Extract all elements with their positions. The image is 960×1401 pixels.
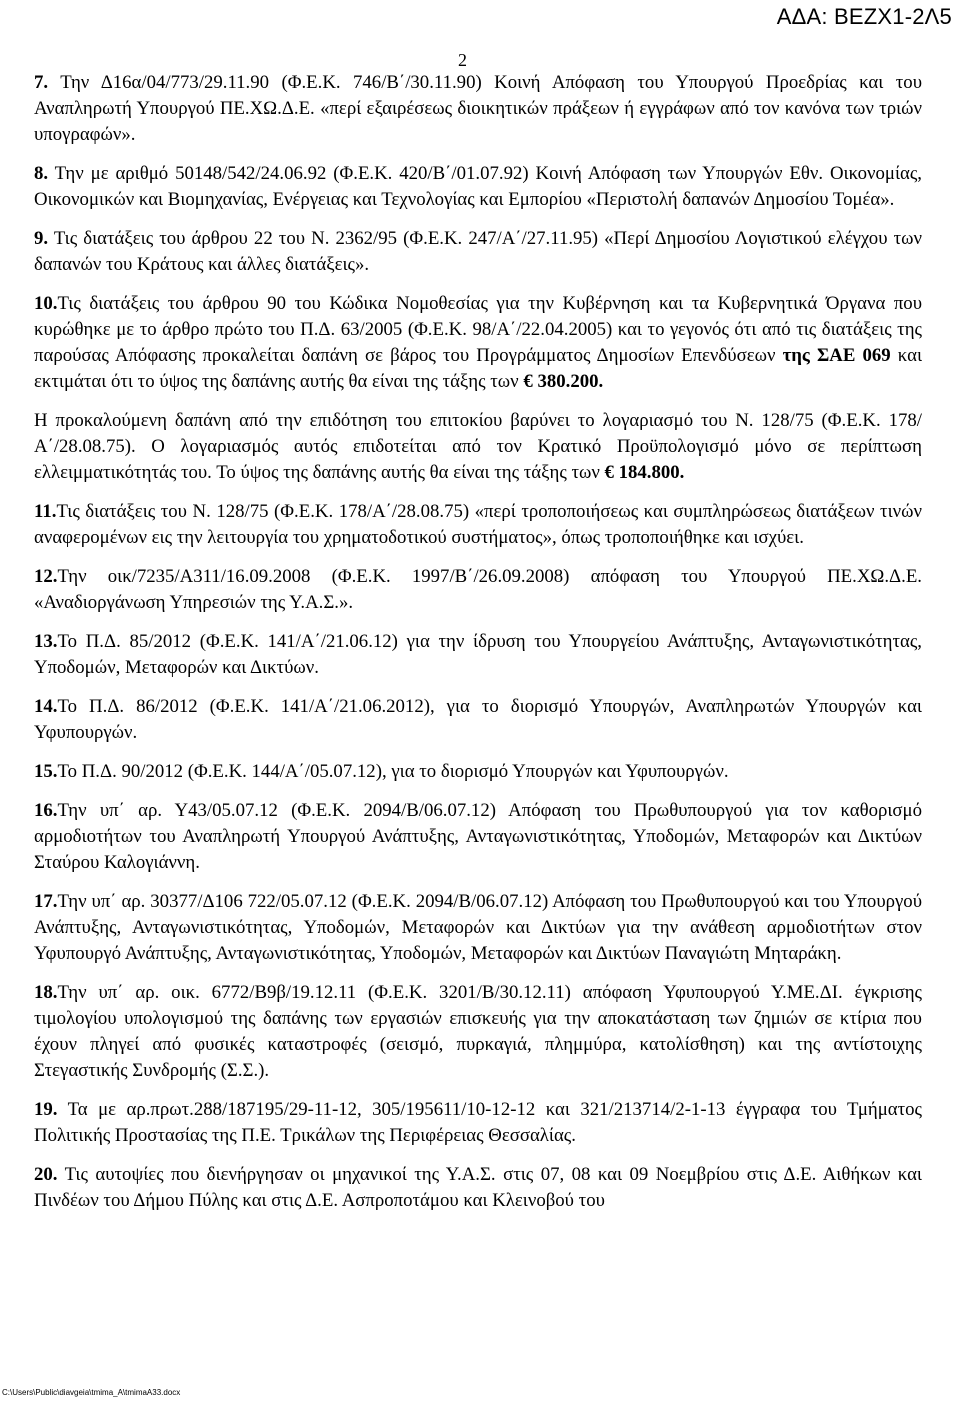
paragraph-text-continued: και εκτιμάται ότι το ύψος της δαπάνης αυτής θα είναι της τάξης των [34, 345, 923, 392]
paragraph-13 [34, 629, 922, 681]
paragraph-text: Την Δ16α/04/773/29.11.90 (Φ.Ε.Κ. 746/Β΄/30.11.90) Κοινή Απόφαση του Υπουργού Προεδρίας και του Αναπληρωτή Υπουργού ΠΕ.ΧΩ.Δ.Ε. «περί εξαιρέσεως διοικητικών πράξεων ή εγγράφων από τον κανόνα των τριών υπογραφών». [34, 72, 922, 145]
paragraph-14 [34, 694, 922, 746]
paragraph-text: Την οικ/7235/Α311/16.09.2008 (Φ.Ε.Κ. 1997/Β΄/26.09.2008) απόφαση του Υπουργού ΠΕ.ΧΩ.Δ.Ε. «Αναδιοργάνωση Υπηρεσιών της Υ.Α.Σ.». [34, 566, 922, 613]
paragraph-8 [34, 161, 922, 213]
paragraph-10 [34, 291, 922, 395]
sae-code: της ΣΑΕ 069 [782, 345, 891, 366]
paragraph-text: Τις διατάξεις του άρθρου 90 του Κώδικα Νομοθεσίας για την Κυβέρνηση και τα Κυβερνητικά Όργανα που κυρώθηκε με το άρθρο πρώτο του Π.Δ. 63/2005 (Φ.Ε.Κ. 98/Α΄/22.04.2005) και το γεγονός ότι από τις διατάξεις της παρούσας Απόφασης προκαλείται δαπάνη σε βάρος του Προγράμματος Δημοσίων Επενδύσεων [34, 293, 922, 366]
paragraph-number: 14. [34, 696, 58, 717]
paragraph-19 [34, 1097, 922, 1149]
page-number: 2 [458, 50, 467, 70]
paragraph-text: Τις διατάξεις του Ν. 128/75 (Φ.Ε.Κ. 178/Α΄/28.08.75) «περί τροποποιήσεως και συμπληρώσεως διατάξεων τινών αναφερομένων εις την λειτουργία του χρηματοδοτικού συστήματος», όπως τροποποιήθηκε και ισχύει. [34, 501, 922, 548]
file-path: C:\Users\Public\diavgeia\tmima_A\tmimaA33.docx [2, 1388, 181, 1397]
paragraph-number: 20. [34, 1164, 58, 1185]
paragraph-number: 9. [34, 228, 49, 249]
paragraph-text: Την υπ΄ αρ. Υ43/05.07.12 (Φ.Ε.Κ. 2094/Β/06.07.12) Απόφαση του Πρωθυπουργού για τον καθορισμό αρμοδιοτήτων του Αναπληρωτή Υπουργού Ανάπτυξης, Ανταγωνιστικότητας, Υποδομών, Μεταφορών και Δικτύων Σταύρου Καλογιάννη. [34, 800, 922, 873]
paragraph-16 [34, 798, 922, 876]
paragraph-text: Η προκαλούμενη δαπάνη από την επιδότηση του επιτοκίου βαρύνει το λογαριασμό του Ν. 128/75 (Φ.Ε.Κ. 178/Α΄/28.08.75). Ο λογαριασμός αυτός επιδοτείται από τον Κρατικό Προϋπολογισμό μόνο σε περίπτωση ελλειμματικότητάς του. Το ύψος της δαπάνης αυτής θα είναι της τάξης των [34, 410, 922, 483]
cost-amount: € 184.800. [604, 462, 685, 483]
paragraph-subsidy [34, 408, 922, 486]
paragraph-12 [34, 564, 922, 616]
paragraph-text: Το Π.Δ. 90/2012 (Φ.Ε.Κ. 144/Α΄/05.07.12), για το διορισμό Υπουργών και Υφυπουργών. [57, 761, 729, 782]
paragraph-text: Την υπ΄ αρ. οικ. 6772/Β9β/19.12.11 (Φ.Ε.Κ. 3201/Β/30.12.11) απόφαση Υφυπουργού Υ.ΜΕ.ΔΙ. έγκρισης τιμολογίου υπολογισμού της δαπάνης των εργασιών επισκευής για την αποκατάσταση των ζημιών σε κτίρια που έχουν πληγεί από φυσικές καταστροφές (σεισμό, πυρκαγιά, πλημμύρα, κατολίσθηση) και της αντίστοιχης Στεγαστικής Συνδρομής (Σ.Σ.). [34, 982, 922, 1081]
paragraph-number: 8. [34, 163, 49, 184]
paragraph-text: Την υπ΄ αρ. 30377/Δ106 722/05.07.12 (Φ.Ε.Κ. 2094/Β/06.07.12) Απόφαση του Πρωθυπουργού και του Υπουργού Ανάπτυξης, Ανταγωνιστικότητας, Υποδομών, Μεταφορών και Δικτύων για την ανάθεση αρμοδιοτήτων στον Υφυπουργό Ανάπτυξης, Ανταγωνιστικότητας, Υποδομών, Μεταφορών και Δικτύων Παναγιώτη Μηταράκη. [34, 891, 922, 964]
paragraph-17 [34, 889, 922, 967]
cost-amount: € 380.200. [523, 371, 604, 392]
paragraph-text: Την με αριθμό 50148/542/24.06.92 (Φ.Ε.Κ. 420/Β΄/01.07.92) Κοινή Απόφαση των Υπουργών Εθν. Οικονομίας, Οικονομικών και Βιομηχανίας, Ενέργειας και Τεχνολογίας και Εμπορίου «Περιστολή δαπανών Δημοσίου Τομέα». [34, 163, 922, 210]
paragraph-number: 7. [34, 72, 49, 93]
paragraph-text: Τις αυτοψίες που διενήργησαν οι μηχανικοί της Υ.Α.Σ. στις 07, 08 και 09 Νοεμβρίου στις Δ.Ε. Αιθήκων και Πινδέων του Δήμου Πύλης και στις Δ.Ε. Ασπροποτάμου και Κλεινοβού του [34, 1164, 922, 1211]
document-body [34, 70, 922, 1227]
paragraph-18 [34, 980, 922, 1084]
paragraph-15 [34, 759, 922, 785]
paragraph-9 [34, 226, 922, 278]
paragraph-number: 13. [34, 631, 58, 652]
paragraph-number: 15. [34, 761, 58, 782]
paragraph-number: 19. [34, 1099, 58, 1120]
ada-code: ΑΔΑ: ΒΕΖΧ1-2Λ5 [776, 4, 952, 29]
paragraph-number: 18. [34, 982, 58, 1003]
paragraph-number: 10. [34, 293, 58, 314]
paragraph-text: Το Π.Δ. 86/2012 (Φ.Ε.Κ. 141/Α΄/21.06.2012), για το διορισμό Υπουργών, Αναπληρωτών Υπουργών και Υφυπουργών. [34, 696, 922, 743]
paragraph-text: Τα με αρ.πρωτ.288/187195/29-11-12, 305/195611/10-12-12 και 321/213714/2-1-13 έγγραφα του Τμήματος Πολιτικής Προστασίας της Π.Ε. Τρικάλων της Περιφέρειας Θεσσαλίας. [34, 1099, 922, 1146]
paragraph-text: Τις διατάξεις του άρθρου 22 του Ν. 2362/95 (Φ.Ε.Κ. 247/Α΄/27.11.95) «Περί Δημοσίου Λογιστικού ελέγχου των δαπανών του Κράτους και άλλες διατάξεις». [34, 228, 922, 275]
paragraph-number: 11. [34, 501, 57, 522]
paragraph-20 [34, 1162, 922, 1214]
paragraph-number: 16. [34, 800, 58, 821]
paragraph-7 [34, 70, 922, 148]
paragraph-text: Το Π.Δ. 85/2012 (Φ.Ε.Κ. 141/Α΄/21.06.12) για την ίδρυση του Υπουργείου Ανάπτυξης, Ανταγωνιστικότητας, Υποδομών, Μεταφορών και Δικτύων. [34, 631, 922, 678]
paragraph-11 [34, 499, 922, 551]
paragraph-number: 17. [34, 891, 58, 912]
paragraph-number: 12. [34, 566, 58, 587]
